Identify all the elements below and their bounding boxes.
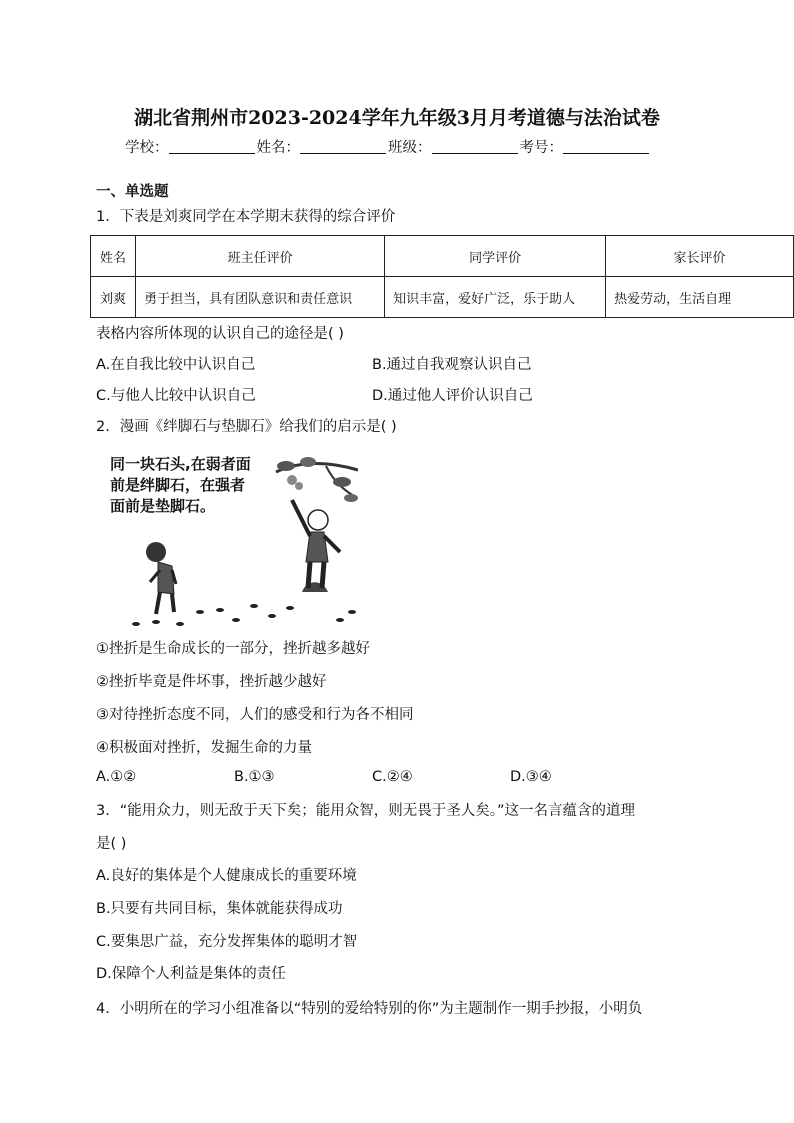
- evaluation-table: [90, 235, 794, 318]
- q2-option-c[interactable]: C.②④: [372, 769, 413, 785]
- school-blank[interactable]: [169, 140, 255, 154]
- class-label: 班级：: [388, 140, 432, 156]
- table-header-cell: 家长评价: [606, 236, 794, 277]
- q1-stem: 1．下表是刘爽同学在本学期末获得的综合评价: [96, 209, 396, 225]
- q2-statement-1: ①挫折是生命成长的一部分，挫折越多越好: [96, 641, 370, 657]
- table-row: [91, 277, 794, 318]
- table-cell: 勇于担当，具有团队意识和责任意识: [136, 277, 385, 318]
- q1-option-d[interactable]: D.通过他人评价认识自己: [372, 388, 533, 404]
- comic-caption-line: 前是绊脚石，在强者: [110, 476, 246, 494]
- exam-no-label: 考号：: [519, 140, 563, 156]
- table-header-cell: 同学评价: [385, 236, 606, 277]
- q3-option-b[interactable]: B.只要有共同目标，集体就能获得成功: [96, 901, 343, 917]
- q1-prompt: 表格内容所体现的认识自己的途径是( ): [96, 326, 344, 342]
- comic-caption-line: 面前是垫脚石。: [110, 497, 216, 515]
- comic-illustration: [96, 452, 358, 630]
- exam-no-blank[interactable]: [563, 140, 649, 154]
- q3-option-a[interactable]: A.良好的集体是个人健康成长的重要环境: [96, 868, 357, 884]
- section-heading: 一、单选题: [96, 184, 169, 200]
- q3-stem-line2: 是( ): [96, 836, 127, 852]
- q3-option-c[interactable]: C.要集思广益，充分发挥集体的聪明才智: [96, 934, 358, 950]
- comic-caption-line: 同一块石头,在弱者面: [110, 455, 251, 473]
- q3-option-d[interactable]: D.保障个人利益是集体的责任: [96, 966, 286, 982]
- exam-title: 湖北省荆州市2023-2024学年九年级3月月考道德与法治试卷: [134, 107, 660, 129]
- name-label: 姓名：: [256, 140, 300, 156]
- comic-drawing: [96, 452, 358, 630]
- q3-stem-line1: 3．“能用众力，则无敌于天下矣；能用众智，则无畏于圣人矣。”这一名言蕴含的道理: [96, 803, 635, 819]
- q2-option-d[interactable]: D.③④: [510, 769, 552, 785]
- q1-option-a[interactable]: A.在自我比较中认识自己: [96, 357, 256, 373]
- q2-statement-3: ③对待挫折态度不同，人们的感受和行为各不相同: [96, 707, 414, 723]
- class-blank[interactable]: [432, 140, 518, 154]
- table-header-cell: 班主任评价: [136, 236, 385, 277]
- table-cell: 刘爽: [91, 277, 136, 318]
- q2-statement-2: ②挫折毕竟是件坏事，挫折越少越好: [96, 674, 327, 690]
- q2-option-a[interactable]: A.①②: [96, 769, 137, 785]
- table-cell: 知识丰富，爱好广泛，乐于助人: [385, 277, 606, 318]
- q2-option-b[interactable]: B.①③: [234, 769, 275, 785]
- name-blank[interactable]: [300, 140, 386, 154]
- q1-option-c[interactable]: C.与他人比较中认识自己: [96, 388, 256, 404]
- student-info-line: [125, 136, 651, 157]
- table-cell: 热爱劳动，生活自理: [606, 277, 794, 318]
- q4-stem: 4．小明所在的学习小组准备以“特别的爱给特别的你”为主题制作一期手抄报，小明负: [96, 1001, 643, 1017]
- table-header-cell: 姓名: [91, 236, 136, 277]
- table-header-row: [91, 236, 794, 277]
- q2-stem: 2．漫画《绊脚石与垫脚石》给我们的启示是( ): [96, 419, 397, 435]
- q1-option-b[interactable]: B.通过自我观察认识自己: [372, 357, 532, 373]
- q2-statement-4: ④积极面对挫折，发掘生命的力量: [96, 740, 312, 756]
- school-label: 学校：: [125, 140, 169, 156]
